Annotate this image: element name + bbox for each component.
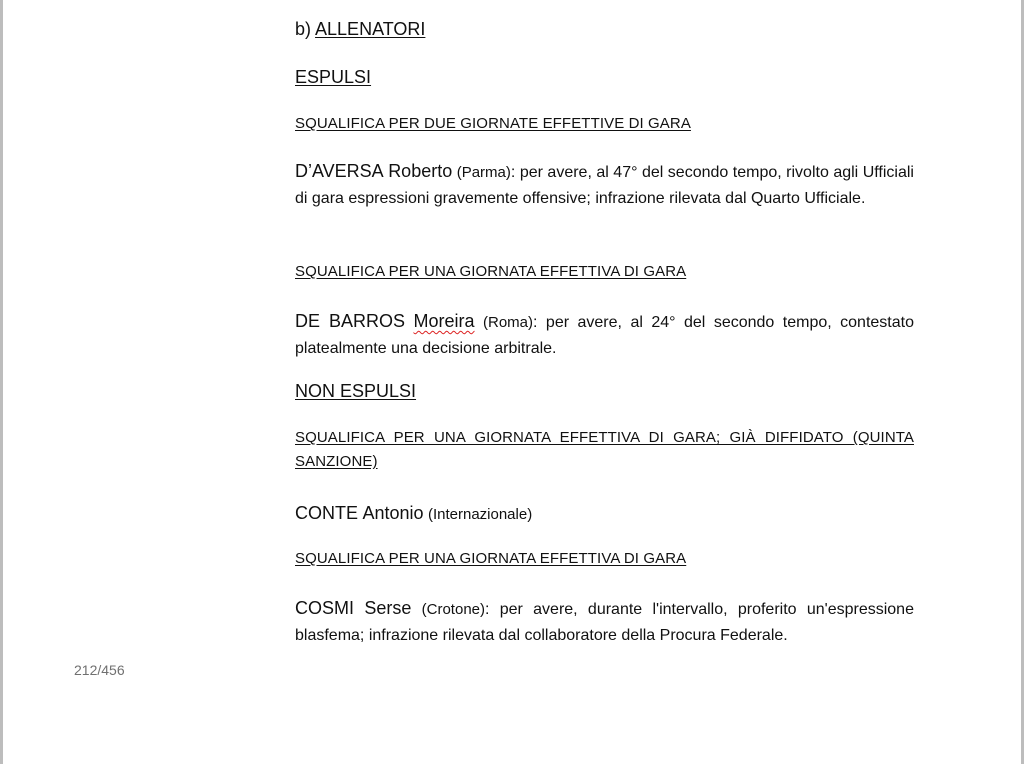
ruling-reason: : per avere, al 24° del secondo tempo, contestato platealmente una decisione arbitrale.	[295, 314, 914, 357]
sanction-heading: SQUALIFICA PER UNA GIORNATA EFFETTIVA DI GARA; GIÀ DIFFIDATO (QUINTA SANZIONE)	[295, 429, 914, 470]
team-name: (Parma)	[456, 164, 511, 181]
ruling-entry	[295, 595, 914, 649]
sanction-heading: SQUALIFICA PER UNA GIORNATA EFFETTIVA DI GARA	[295, 263, 687, 280]
sanction-heading: SQUALIFICA PER DUE GIORNATE EFFETTIVE DI GARA	[295, 115, 691, 132]
espulsi-heading: ESPULSI	[295, 67, 372, 87]
ruling-entry	[295, 308, 914, 362]
person-name: Serse	[364, 598, 412, 618]
person-name: Antonio	[362, 503, 424, 523]
person-surname: DE BARROS	[295, 311, 406, 331]
ruling-reason: : per avere, al 47° del secondo tempo, rivolto agli Ufficiali di gara espressioni gravemente offensive; infrazione rilevata dal Quarto Ufficiale.	[295, 164, 914, 207]
team-name: (Crotone)	[421, 601, 485, 618]
section-heading	[295, 18, 914, 40]
section-title: ALLENATORI	[315, 19, 426, 39]
team-name: (Internazionale)	[427, 506, 533, 523]
ruling-entry	[295, 500, 914, 528]
sanction-heading: SQUALIFICA PER UNA GIORNATA EFFETTIVA DI GARA	[295, 550, 687, 567]
non-espulsi-heading: NON ESPULSI	[295, 381, 417, 401]
person-surname: CONTE	[295, 503, 358, 523]
person-surname: D’AVERSA	[295, 161, 384, 181]
section-prefix: b)	[295, 19, 312, 39]
page-frame-left	[0, 0, 3, 764]
ruling-entry	[295, 158, 914, 212]
team-name: (Roma)	[483, 314, 534, 331]
ruling-reason: : per avere, durante l'intervallo, proferito un'espressione blasfema; infrazione rilevata dal collaboratore della Procura Federale.	[295, 601, 914, 644]
page-number: 212/456	[74, 662, 125, 678]
person-name: Roberto	[388, 161, 453, 181]
person-surname: COSMI	[295, 598, 355, 618]
person-name: Moreira	[413, 311, 475, 331]
